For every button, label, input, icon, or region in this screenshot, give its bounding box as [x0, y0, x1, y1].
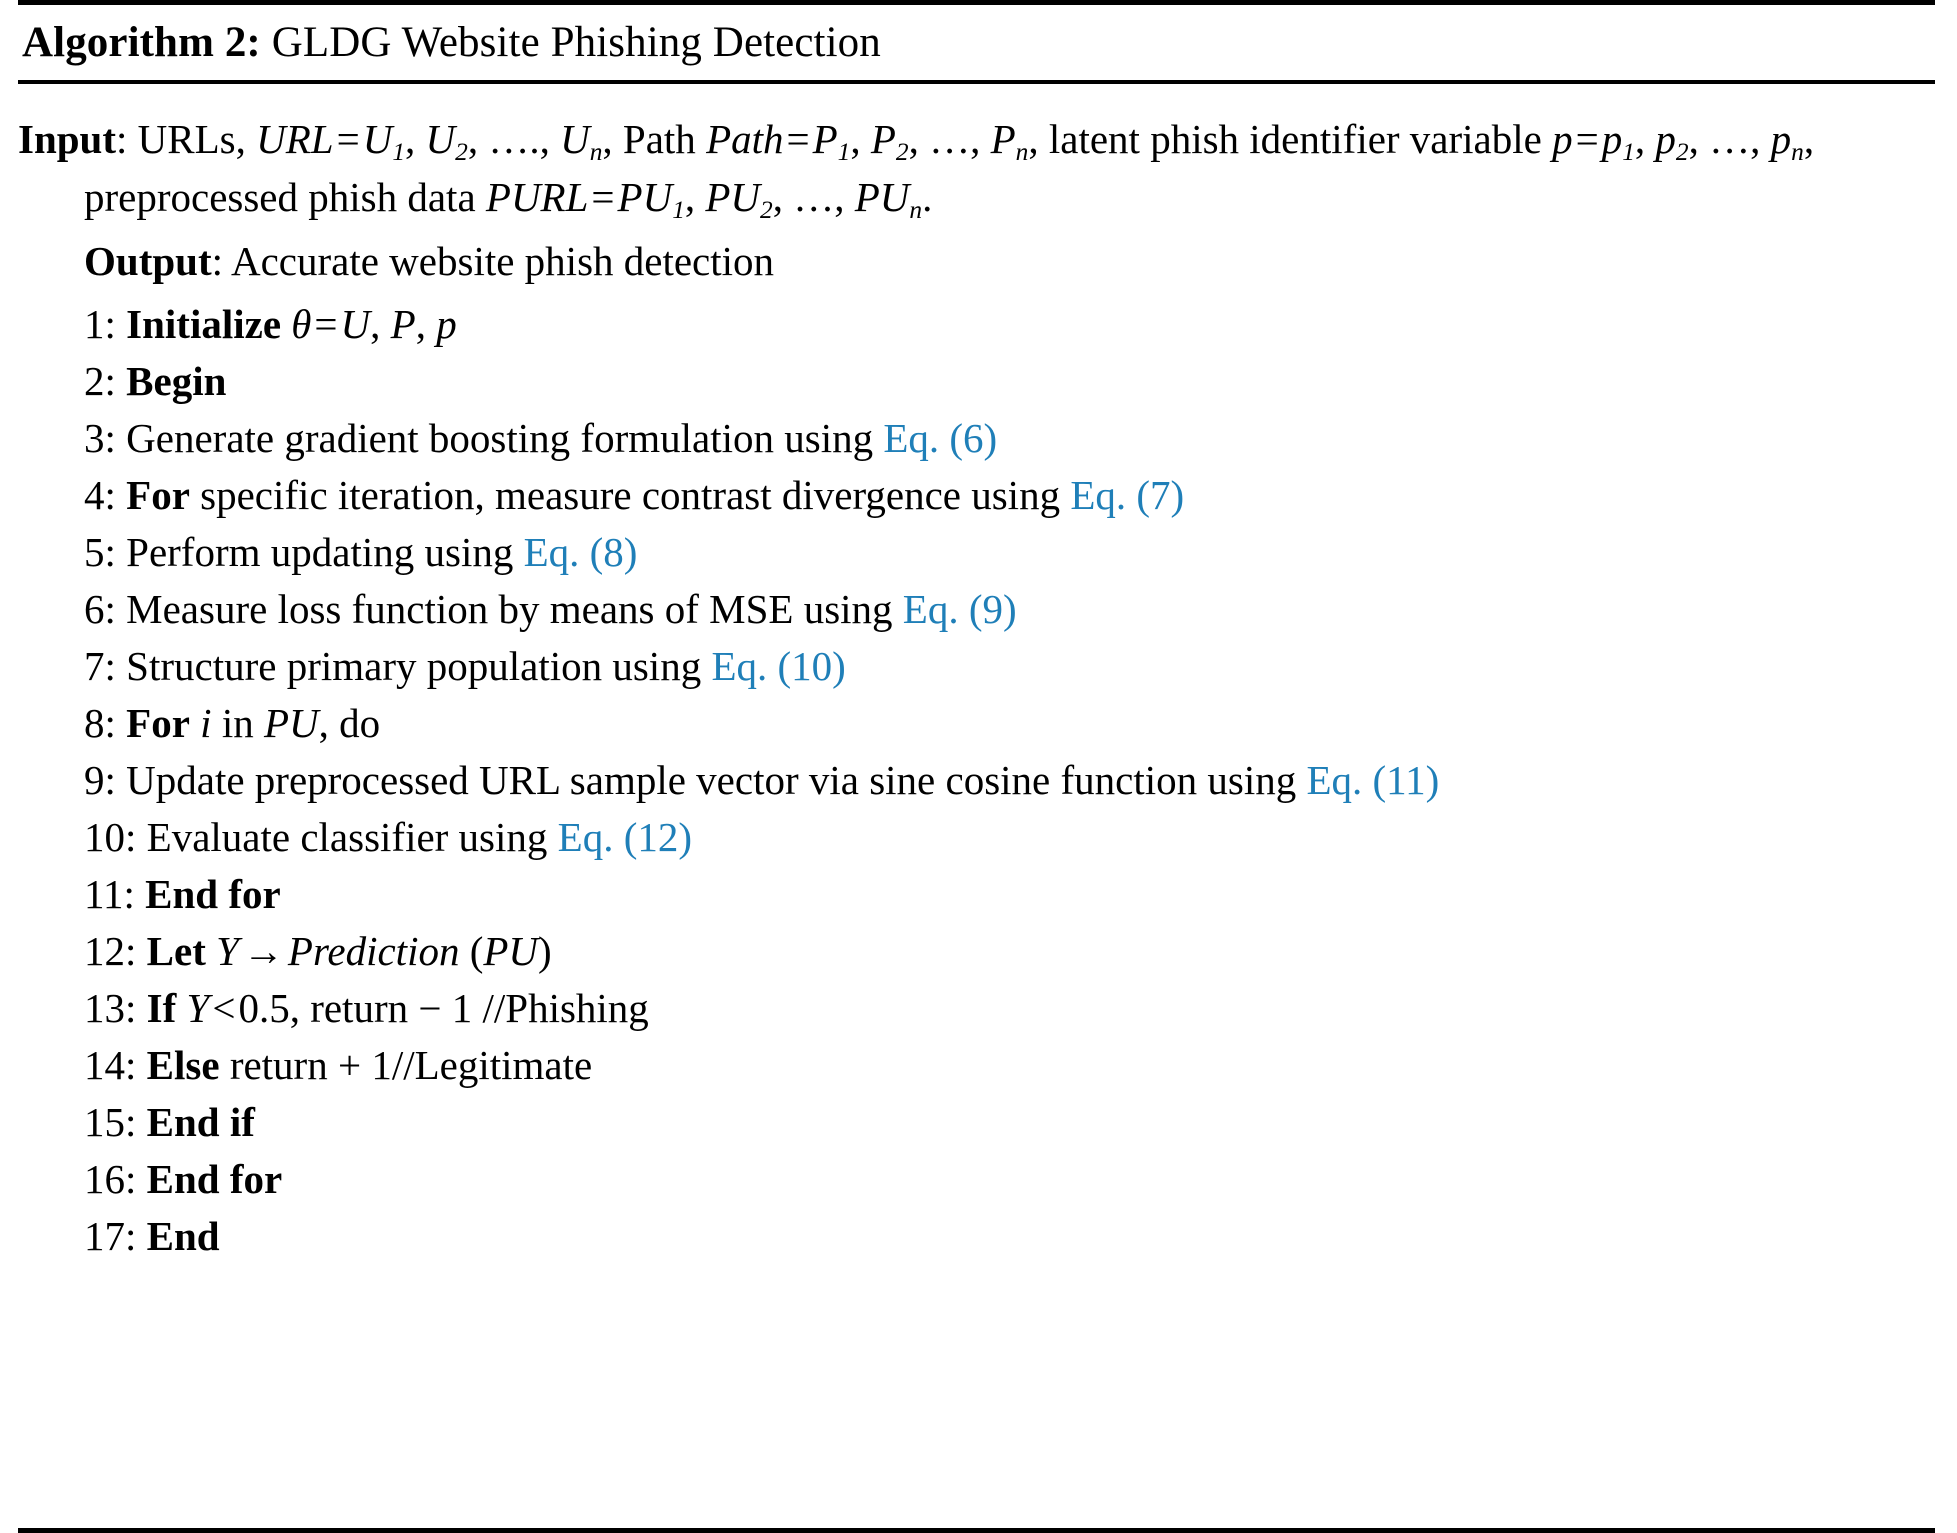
input-pu1: PU: [617, 173, 673, 220]
step-13-less-than: <: [212, 984, 236, 1031]
step-number-9: 9:: [84, 756, 116, 803]
input-ellipsis-4: …,: [793, 173, 845, 220]
comma-6: ,: [1688, 116, 1710, 162]
step-number-5: 5:: [84, 528, 116, 575]
input-un-sub: n: [589, 138, 603, 167]
input-block: [18, 112, 1935, 228]
step-number-16: 16:: [84, 1155, 137, 1202]
input-purl-variable: PURL: [485, 173, 589, 220]
input-equals-2: =: [786, 116, 810, 162]
input-latent-text: , latent phish identifier variable: [1028, 116, 1553, 162]
step-13-var-y: Y: [186, 984, 210, 1031]
equation-link-6[interactable]: Eq. (6): [883, 414, 998, 461]
step-keyword-for-4: For: [126, 471, 190, 518]
right-arrow-icon: →: [242, 927, 284, 974]
step-1-equals: =: [314, 300, 338, 347]
step-14-sign: +: [337, 1041, 362, 1088]
step-12-var-pu: PU: [483, 927, 539, 974]
input-pun-sub: n: [909, 195, 923, 224]
equation-link-9[interactable]: Eq. (9): [902, 585, 1017, 632]
input-equals-1: =: [336, 116, 360, 162]
input-label: Input: [18, 116, 117, 162]
step-number-10: 10:: [84, 813, 137, 860]
step-number-14: 14:: [84, 1041, 137, 1088]
step-13-comment: //Phishing: [472, 984, 649, 1031]
step-keyword-end-for-16: End for: [146, 1155, 283, 1202]
step-12-paren-open: (: [459, 927, 484, 974]
step-keyword-begin: Begin: [126, 357, 227, 404]
equation-link-12[interactable]: Eq. (12): [557, 813, 693, 860]
input-text-lead: : URLs,: [116, 116, 257, 162]
input-ellipsis-1: ….,: [488, 116, 550, 162]
bottom-rule: [18, 1528, 1935, 1533]
input-un: U: [560, 116, 590, 162]
input-pu2: PU: [705, 173, 761, 220]
step-row-2: [18, 353, 1935, 410]
step-row-5: [18, 524, 1935, 581]
input-p1-sub: 1: [837, 138, 851, 167]
input-final-period: .: [922, 173, 933, 220]
step-8-var-pu: PU: [263, 699, 319, 746]
step-row-11: [18, 866, 1935, 923]
algorithm-body: [18, 84, 1935, 1528]
step-keyword-end: End: [146, 1212, 220, 1259]
comma-3: ,: [850, 116, 871, 162]
step-row-1: [18, 296, 1935, 353]
step-row-6: [18, 581, 1935, 638]
step-8-mid: in: [211, 699, 264, 746]
output-text: : Accurate website phish detection: [211, 237, 775, 284]
step-row-9: [18, 752, 1935, 809]
comma-1: ,: [405, 116, 426, 162]
step-number-11: 11:: [84, 870, 135, 917]
step-13-sign: −: [418, 984, 442, 1031]
step-6-text: Measure loss function by means of MSE using: [126, 585, 903, 632]
step-number-2: 2:: [84, 357, 116, 404]
input-pn: P: [990, 116, 1016, 162]
equation-link-10[interactable]: Eq. (10): [711, 642, 846, 689]
step-keyword-else: Else: [146, 1041, 220, 1088]
step-number-6: 6:: [84, 585, 116, 632]
step-14-text-mid: return: [219, 1041, 338, 1088]
input-p-small-n: p: [1770, 116, 1792, 162]
algorithm-name: GLDG Website Phishing Detection: [271, 19, 881, 66]
input-u2: U: [425, 116, 456, 162]
input-preprocessed-text: , preprocessed phish data: [84, 116, 1815, 220]
input-u1: U: [362, 116, 393, 162]
input-u2-sub: 2: [455, 138, 468, 167]
input-equals-4: =: [591, 173, 615, 220]
output-block: [18, 234, 1935, 290]
step-number-13: 13:: [84, 984, 137, 1031]
comma-8: ,: [772, 173, 794, 220]
space-4: [845, 174, 855, 220]
input-path-word: , Path: [602, 116, 707, 162]
step-8-tail: , do: [318, 699, 381, 746]
output-label: Output: [84, 237, 212, 284]
step-number-17: 17:: [84, 1212, 137, 1259]
step-4-text: specific iteration, measure contrast divergence using: [189, 471, 1071, 518]
step-1-sep-1: ,: [370, 300, 391, 347]
step-keyword-initialize: Initialize: [126, 300, 282, 347]
input-p-variable: p: [1552, 116, 1573, 162]
step-number-8: 8:: [84, 699, 116, 746]
step-13-text-mid: , return: [289, 984, 419, 1031]
input-p1: P: [812, 116, 838, 162]
step-14-return-value: 1//Legitimate: [371, 1041, 593, 1088]
input-p-small-2: p: [1655, 116, 1676, 162]
input-p-small-1-sub: 1: [1622, 138, 1635, 167]
step-row-15: [18, 1094, 1935, 1151]
step-1-var-p-upper: P: [390, 300, 416, 347]
algorithm-title: [18, 5, 1935, 80]
input-p-small-2-sub: 2: [1675, 138, 1689, 167]
input-p-small-n-sub: n: [1791, 138, 1804, 167]
step-10-text: Evaluate classifier using: [146, 813, 558, 860]
step-number-4: 4:: [84, 471, 116, 518]
step-keyword-if: If: [146, 984, 177, 1031]
step-3-text: Generate gradient boosting formulation using: [126, 414, 884, 461]
step-row-16: [18, 1151, 1935, 1208]
input-pn-sub: n: [1015, 138, 1029, 167]
step-number-12: 12:: [84, 927, 137, 974]
step-8-var-i: i: [200, 699, 212, 746]
step-row-10: [18, 809, 1935, 866]
input-equals-3: =: [1575, 116, 1599, 162]
input-ellipsis-3: …,: [1709, 116, 1761, 162]
space-3: [1760, 116, 1770, 162]
input-u1-sub: 1: [392, 138, 406, 167]
step-5-text: Perform updating using: [126, 528, 524, 575]
input-ellipsis-2: …,: [929, 116, 981, 162]
step-keyword-for-8: For: [126, 699, 190, 746]
comma-7: ,: [684, 173, 706, 220]
step-row-3: [18, 410, 1935, 467]
step-12-var-y: Y: [216, 927, 239, 974]
space-2: [980, 116, 990, 162]
step-number-3: 3:: [84, 414, 116, 461]
step-keyword-let: Let: [146, 927, 206, 974]
input-p-small-1: p: [1601, 116, 1623, 162]
step-row-4: [18, 467, 1935, 524]
input-path-variable: Path: [706, 116, 784, 162]
input-pu1-sub: 1: [672, 195, 685, 224]
step-number-15: 15:: [84, 1098, 137, 1145]
step-1-var-p-lower: p: [436, 300, 457, 347]
step-13-return-value: 1: [451, 984, 473, 1031]
theta-symbol: θ: [291, 300, 312, 347]
step-1-sep-2: ,: [415, 300, 437, 347]
step-row-13: [18, 980, 1935, 1037]
step-13-threshold: 0.5: [238, 984, 290, 1031]
step-row-8: [18, 695, 1935, 752]
step-9-text: Update preprocessed URL sample vector via sine cosine function using: [126, 756, 1307, 803]
step-7-text: Structure primary population using: [126, 642, 712, 689]
space-1: [550, 116, 560, 162]
input-pu2-sub: 2: [760, 195, 773, 224]
comma-4: ,: [908, 116, 930, 162]
step-number-7: 7:: [84, 642, 116, 689]
algorithm-number-label: Algorithm 2:: [22, 19, 261, 66]
step-row-7: [18, 638, 1935, 695]
equation-link-11[interactable]: Eq. (11): [1306, 756, 1440, 803]
comma-5: ,: [1634, 116, 1656, 162]
equation-link-7[interactable]: Eq. (7): [1070, 471, 1185, 518]
input-p2-sub: 2: [895, 138, 909, 167]
equation-link-8[interactable]: Eq. (8): [523, 528, 638, 575]
step-12-prediction: Prediction: [287, 927, 460, 974]
step-1-var-u: U: [340, 300, 371, 347]
step-keyword-end-for-11: End for: [145, 870, 281, 917]
input-pun: PU: [854, 173, 910, 220]
input-p2: P: [870, 116, 896, 162]
comma-2: ,: [467, 116, 489, 162]
input-url-variable: URL: [256, 116, 334, 162]
step-row-17: [18, 1208, 1935, 1265]
step-row-14: [18, 1037, 1935, 1094]
step-12-paren-close: ): [538, 927, 552, 974]
step-row-12: [18, 923, 1935, 980]
step-number-1: 1:: [84, 300, 116, 347]
step-keyword-end-if: End if: [146, 1098, 255, 1145]
